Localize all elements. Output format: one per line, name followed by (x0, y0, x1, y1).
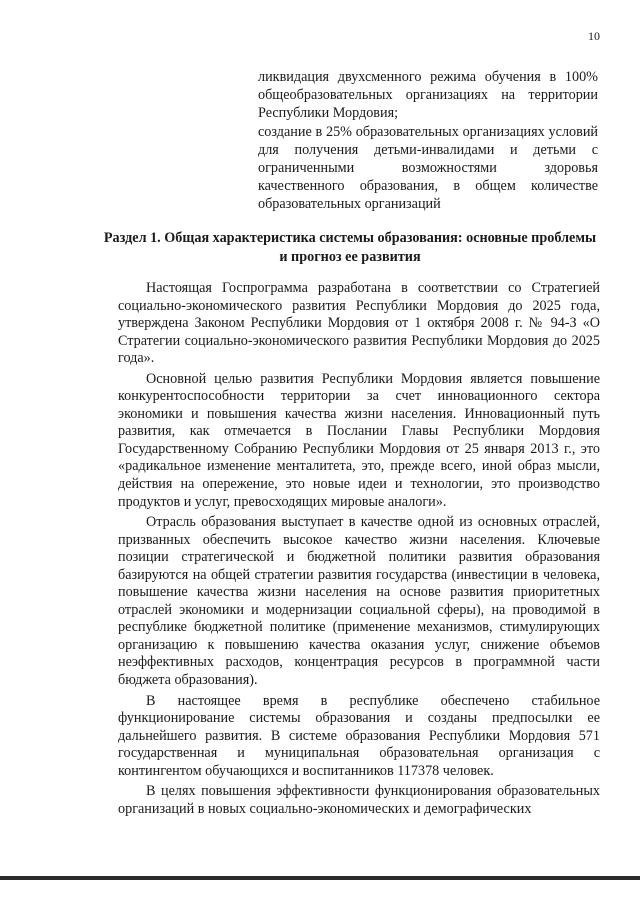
intro-list-item: создание в 25% образовательных организациях условий для получения детьми-инвалидами и детьми с ограниченными возможностями здоровья качественного образования, в общем количестве образовательных организаций (258, 123, 598, 213)
intro-list-item: ликвидация двухсменного режима обучения в 100% общеобразовательных организациях на территории Республики Мордовия; (258, 69, 598, 122)
page-number: 10 (588, 29, 600, 43)
paragraph: Настоящая Госпрограмма разработана в соответствии со Стратегией социально-экономического развития Республики Мордовия до 2025 года, утверждена Законом Республики Мордовия от 1 октября 2008 г. № 94-З «О Стратегии социально-экономического развития Республики Мордовия до 2025 года». (118, 280, 600, 367)
intro-list (258, 68, 598, 214)
paragraph: Основной целью развития Республики Мордовия является повышение конкурентоспособности территории за счет инновационного сектора экономики и повышения качества жизни населения. Инновационный путь развития, как отмечается в Послании Главы Республики Мордовия Государственному Собранию Республики Мордовия от 25 января 2013 г., это «радикальное изменение менталитета, это, прежде всего, иной образ мысли, действия на опережение, это новые идеи и технологии, это производство продуктов и услуг, превосходящих мировые аналоги». (118, 370, 600, 510)
page-bottom-rule (0, 876, 640, 880)
paragraph: В целях повышения эффективности функционирования образовательных организаций в новых социально-экономических и демографических (118, 783, 600, 817)
paragraph: В настоящее время в республике обеспечено стабильное функционирование системы образования и созданы предпосылки ее дальнейшего развития. В системе образования Республики Мордовия 571 государственная и муниципальная образовательная организация с контингентом обучающихся и воспитанников 117378 человек. (118, 692, 600, 779)
paragraph: Отрасль образования выступает в качестве одной из основных отраслей, призванных обеспечить высокое качество жизни населения. Ключевые позиции стратегической и бюджетной политики развития образования базируются на общей стратегии развития государства (инвестиции в человека, повышение качества жизни населения на основе развития приоритетных отраслей экономики и модернизации социальной сферы), на проводимой в республике бюджетной политике (применение механизмов, стимулирующих организацию к повышению качества оказания услуг, снижение объемов неэффективных расходов, концентрация ресурсов в программной части бюджета образования). (118, 514, 600, 689)
section-heading: Раздел 1. Общая характеристика системы образования: основные проблемы и прогноз ее развития (103, 230, 597, 265)
body-text (118, 280, 600, 821)
